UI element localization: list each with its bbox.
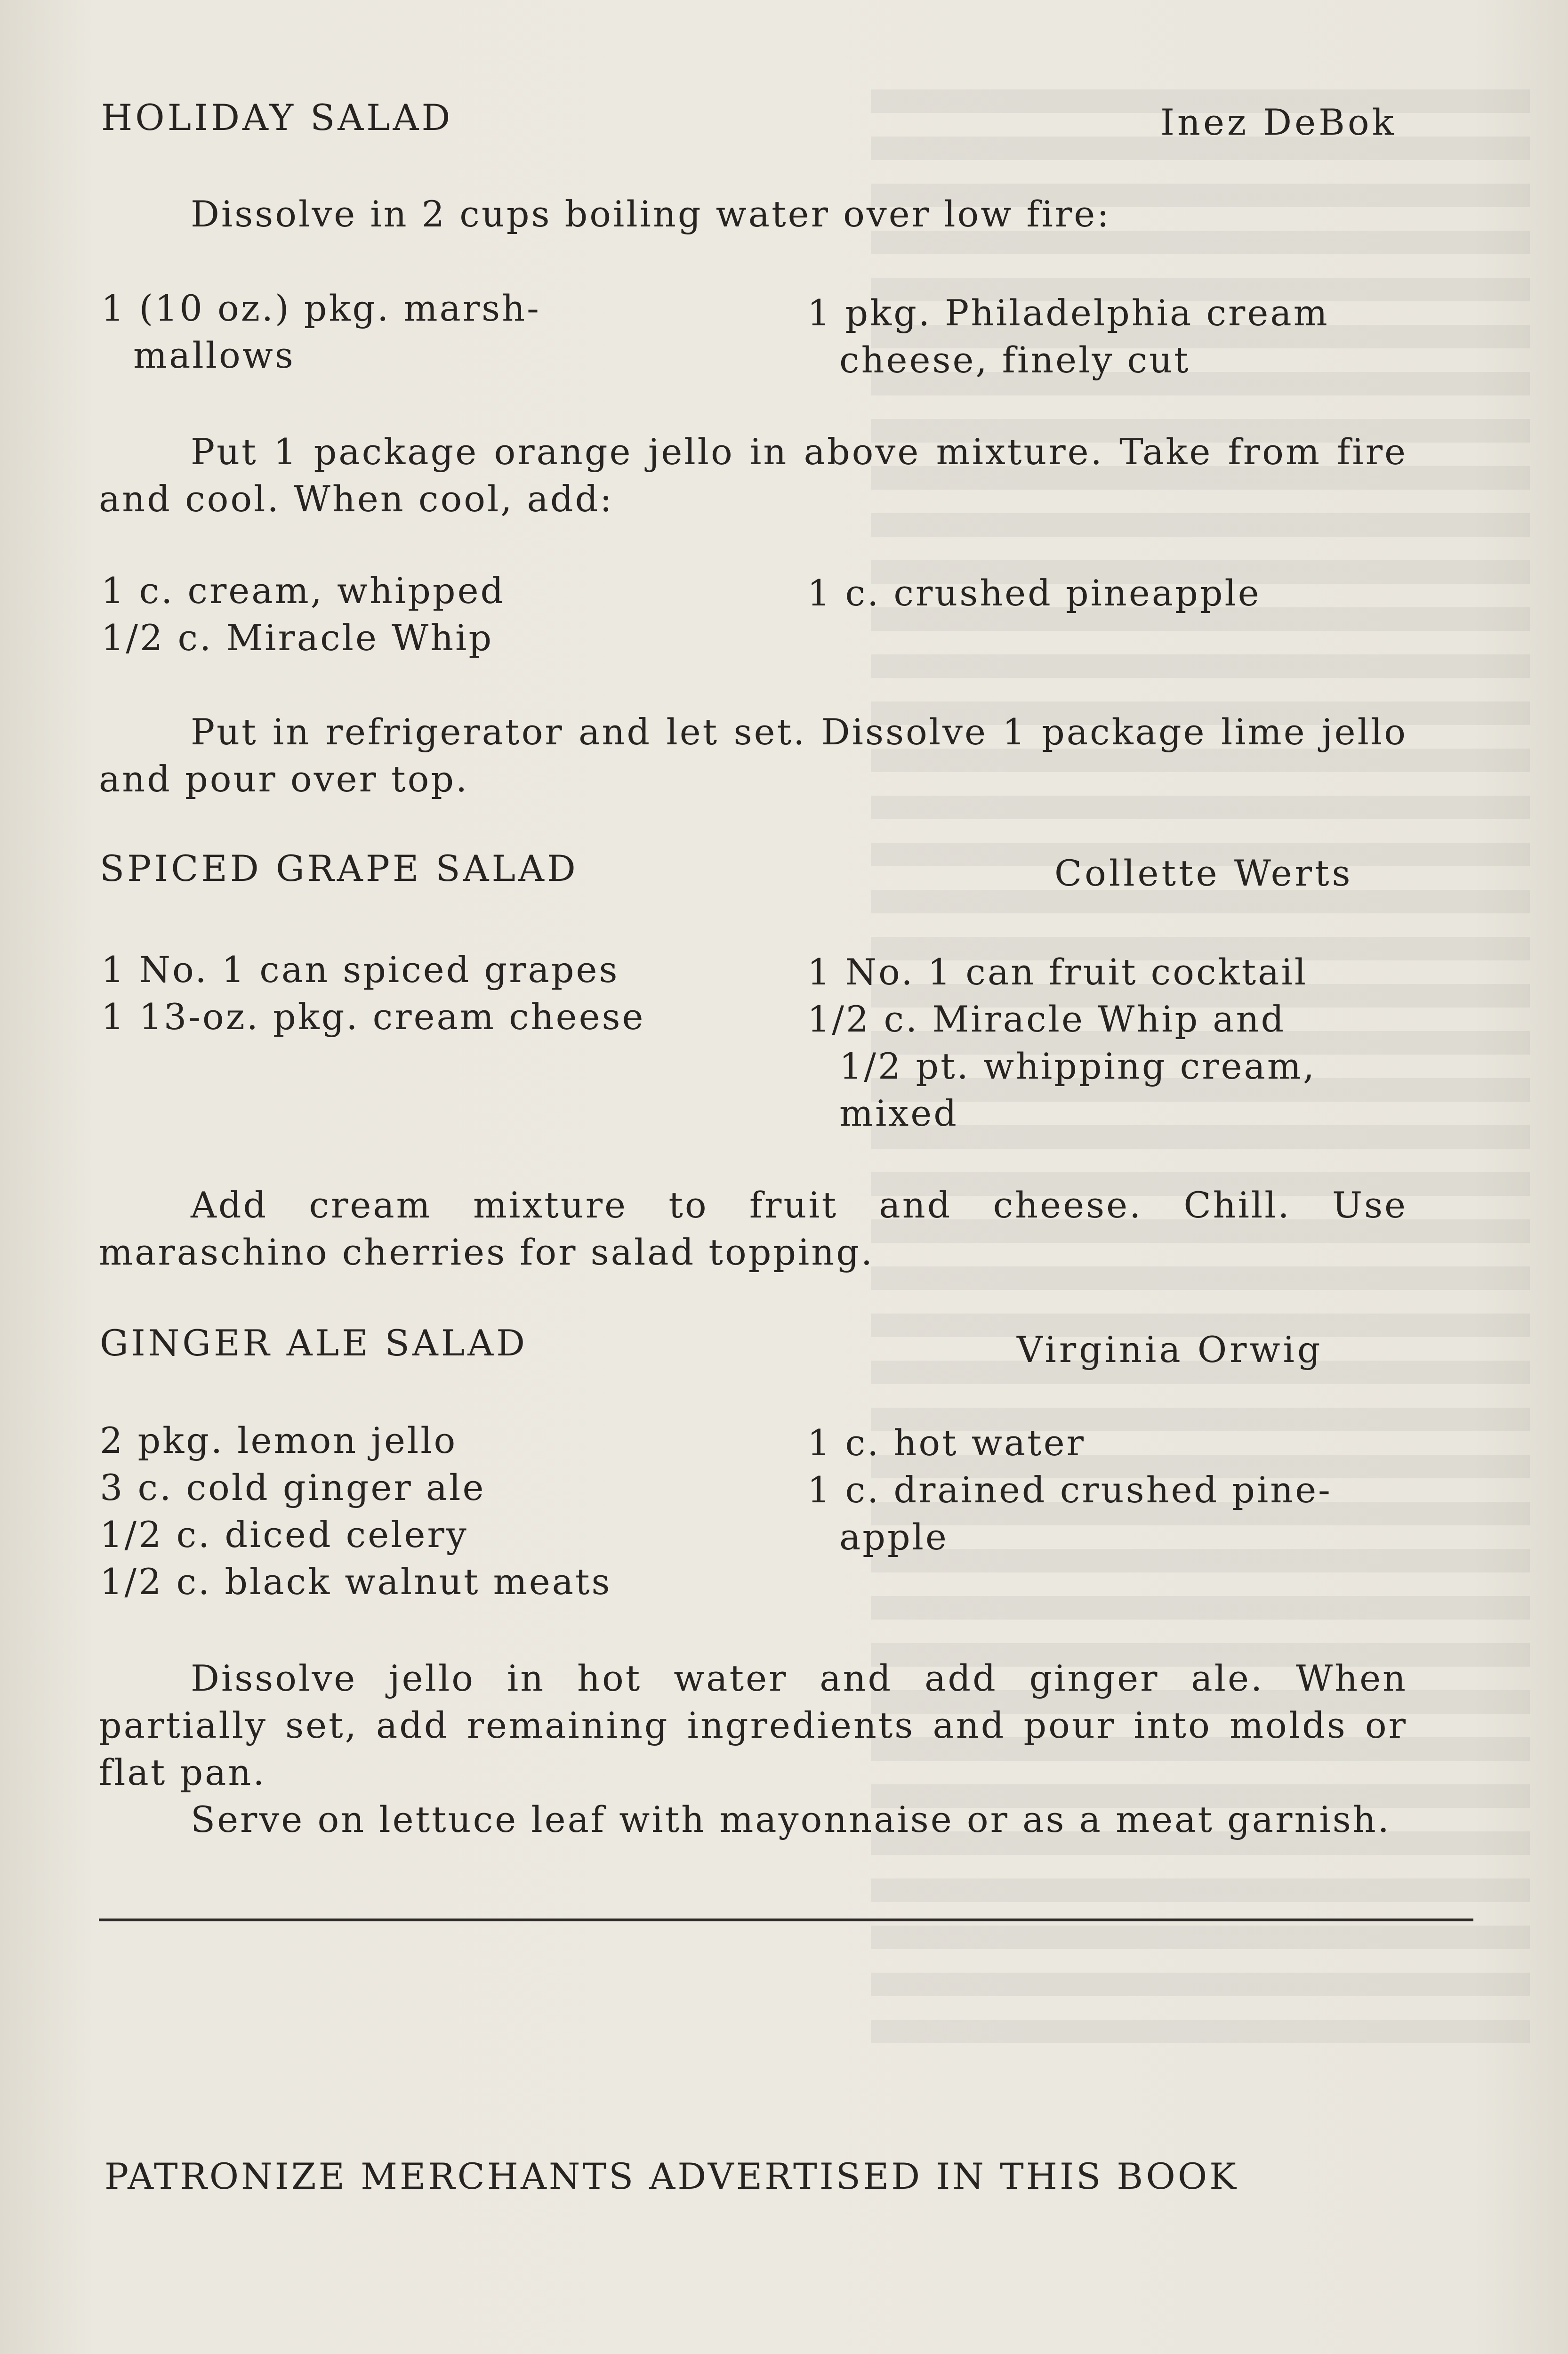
ingredient: 1 (10 oz.) pkg. marsh- bbox=[101, 287, 541, 329]
recipe-directions: Add cream mixture to fruit and cheese. Chill. Use maraschino cherries for salad topping. bbox=[99, 1184, 1407, 1273]
recipe-intro: Dissolve in 2 cups boiling water over low fire: bbox=[191, 193, 1111, 235]
ingredient: 1 No. 1 can fruit cocktail bbox=[807, 951, 1308, 993]
ingredient: 1/2 pt. whipping cream, bbox=[839, 1045, 1317, 1087]
ingredient: 1/2 c. black walnut meats bbox=[100, 1561, 612, 1603]
ingredient: 1 pkg. Philadelphia cream bbox=[807, 292, 1329, 334]
ingredient: cheese, finely cut bbox=[839, 339, 1190, 381]
recipe-title-ginger-ale-salad: GINGER ALE SALAD bbox=[100, 1322, 528, 1364]
ingredient: 1/2 c. Miracle Whip and bbox=[807, 998, 1286, 1040]
ingredient: 1 13-oz. pkg. cream cheese bbox=[101, 996, 645, 1038]
recipe-title-spiced-grape-salad: SPICED GRAPE SALAD bbox=[100, 847, 579, 889]
ingredients-left bbox=[100, 1417, 612, 1605]
recipe-author-ginger-ale-salad: Virginia Orwig bbox=[1017, 1329, 1323, 1370]
ingredient: mallows bbox=[133, 334, 295, 376]
merchants-notice: PATRONIZE MERCHANTS ADVERTISED IN THIS BOOK bbox=[105, 2155, 1238, 2197]
recipe-author-holiday-salad: Inez DeBok bbox=[1160, 101, 1397, 143]
ingredient: 1/2 c. Miracle Whip bbox=[101, 617, 494, 659]
ingredient: 3 c. cold ginger ale bbox=[100, 1467, 486, 1508]
ingredient: 1 c. drained crushed pine- bbox=[807, 1469, 1332, 1511]
ingredient: mixed bbox=[839, 1092, 958, 1134]
ingredients-left bbox=[101, 567, 505, 661]
ingredient: 2 pkg. lemon jello bbox=[100, 1419, 458, 1461]
recipe-directions: Dissolve jello in hot water and add ginger ale. When partially set, add remaining ingredients and pour into molds or flat pan. Serve on lettuce leaf with mayonnaise or as a meat garnish. bbox=[99, 1657, 1407, 1840]
ingredient: 1 c. crushed pineapple bbox=[807, 572, 1261, 614]
ingredients-right bbox=[807, 1419, 1332, 1561]
ingredients-right bbox=[807, 290, 1329, 384]
recipe-author-spiced-grape-salad: Collette Werts bbox=[1054, 852, 1353, 894]
ingredients-left bbox=[101, 285, 541, 379]
ingredient: 1 No. 1 can spiced grapes bbox=[101, 949, 619, 991]
ingredients-left bbox=[101, 946, 645, 1040]
ingredient: 1/2 c. diced celery bbox=[100, 1514, 468, 1556]
ingredients-right bbox=[807, 570, 1261, 617]
divider bbox=[99, 1919, 1473, 1921]
ingredient: apple bbox=[839, 1516, 949, 1558]
recipe-step: Put 1 package orange jello in above mixture. Take from fire and cool. When cool, add: bbox=[99, 431, 1407, 520]
ingredients-right bbox=[807, 949, 1316, 1137]
recipe-title-holiday-salad: HOLIDAY SALAD bbox=[101, 97, 453, 138]
ingredient: 1 c. cream, whipped bbox=[101, 570, 506, 612]
recipe-step: Put in refrigerator and let set. Dissolve 1 package lime jello and pour over top. bbox=[99, 711, 1407, 800]
ingredient: 1 c. hot water bbox=[807, 1422, 1086, 1464]
